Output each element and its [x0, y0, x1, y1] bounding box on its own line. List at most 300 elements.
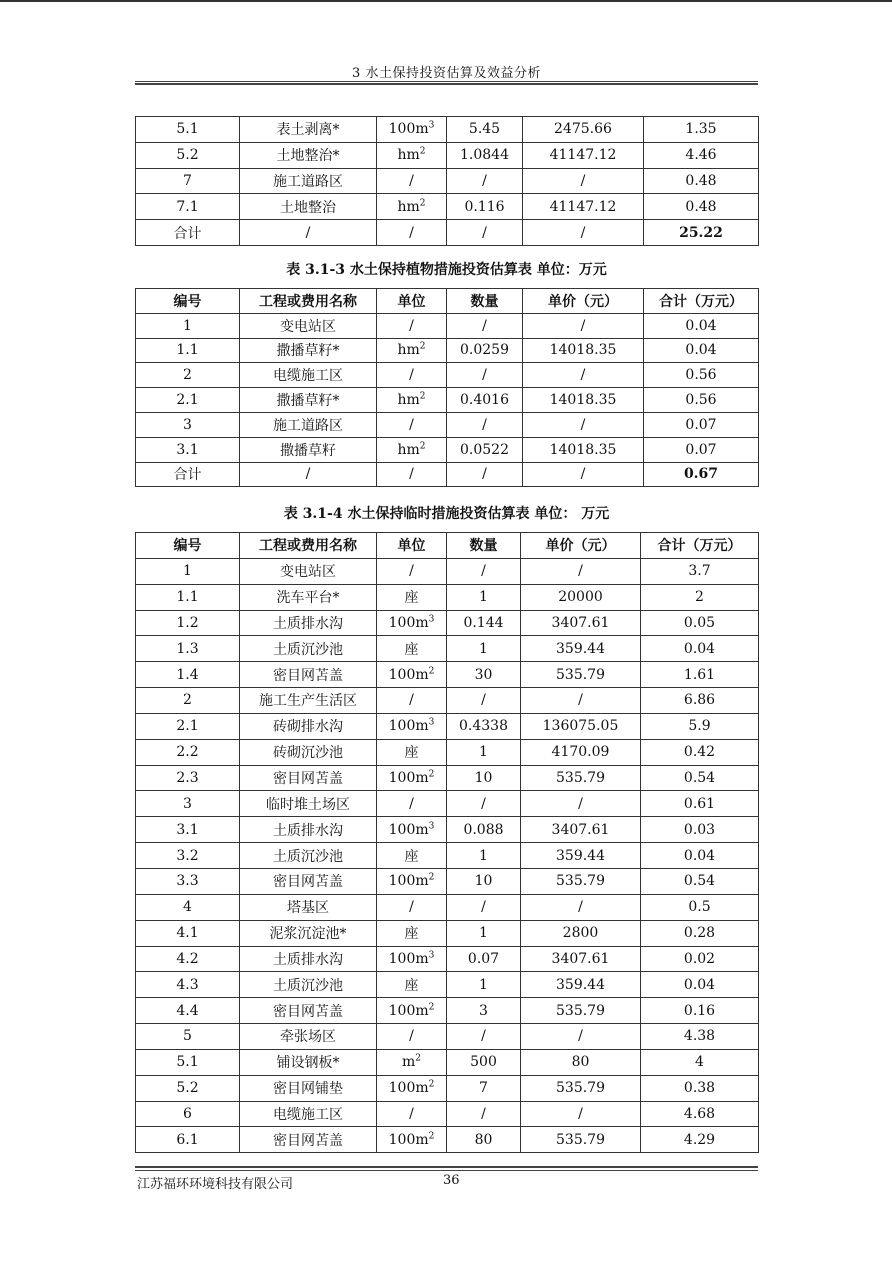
unit-base: m [401, 1054, 416, 1071]
cell-total: 0.38 [641, 1075, 759, 1101]
cell-qty: / [447, 558, 521, 584]
cell-no: 2.1 [136, 713, 240, 739]
cell-price: 2475.66 [523, 117, 644, 143]
table-row [136, 1075, 759, 1101]
sum-total: 0.67 [644, 462, 759, 487]
sum-price: / [523, 462, 644, 487]
sum-qty: / [447, 220, 523, 246]
unit-base: / [409, 563, 414, 580]
cell-qty: / [447, 1101, 521, 1127]
table-plant-measures [135, 288, 759, 487]
header-cell-no: 编号 [136, 289, 240, 314]
table-header-row [136, 533, 759, 559]
cell-unit [377, 194, 447, 220]
cell-name: 密目网铺垫 [240, 1075, 377, 1101]
cell-price: 3407.61 [521, 946, 641, 972]
unit-base: / [409, 692, 414, 709]
unit-base: 100m [388, 666, 429, 683]
cell-name: 变电站区 [240, 313, 377, 338]
table-row [136, 739, 759, 765]
table-row [136, 791, 759, 817]
cell-total: 0.16 [641, 998, 759, 1024]
top-border-line [0, 0, 892, 2]
cell-name: 土质排水沟 [240, 610, 377, 636]
unit-exponent: 2 [419, 341, 426, 352]
cell-no: 2.1 [136, 388, 240, 413]
cell-total: 0.04 [641, 843, 759, 869]
cell-no: 3.1 [136, 817, 240, 843]
cell-total: 0.56 [644, 388, 759, 413]
cell-qty: / [447, 1024, 521, 1050]
cell-unit [377, 972, 447, 998]
table1-body [136, 117, 759, 246]
cell-qty: / [447, 791, 521, 817]
sum-name: / [240, 220, 377, 246]
table-row [136, 817, 759, 843]
cell-no: 5.2 [136, 1075, 240, 1101]
table-row [136, 363, 759, 388]
cell-no: 3.2 [136, 843, 240, 869]
cell-total: 0.04 [641, 636, 759, 662]
unit-base: 座 [404, 641, 419, 658]
unit-base: / [409, 172, 414, 189]
cell-price: 80 [521, 1049, 641, 1075]
cell-price: / [521, 558, 641, 584]
table2-caption: 表 3.1-3 水土保持植物措施投资估算表 单位：万元 [286, 262, 607, 278]
table-row [136, 313, 759, 338]
cell-total: 1.35 [644, 117, 759, 143]
cell-unit [377, 363, 447, 388]
cell-name: 施工道路区 [240, 168, 377, 194]
cell-no: 5.1 [136, 1049, 240, 1075]
unit-base: 100m [388, 614, 429, 631]
cell-qty: 5.45 [447, 117, 523, 143]
cell-qty: 1 [447, 636, 521, 662]
cell-unit [377, 388, 447, 413]
unit-base: / [409, 1105, 414, 1122]
unit-base: 100m [388, 821, 429, 838]
cell-unit [377, 713, 447, 739]
cell-total: 0.48 [644, 194, 759, 220]
cell-total: 0.07 [644, 412, 759, 437]
cell-qty: 0.116 [447, 194, 523, 220]
cell-price: / [523, 313, 644, 338]
header-cell-price: 单价（元） [523, 289, 644, 314]
unit-base: hm [397, 441, 420, 458]
cell-no: 7.1 [136, 194, 240, 220]
cell-unit [377, 142, 447, 168]
cell-name: 变电站区 [240, 558, 377, 584]
cell-price: 535.79 [521, 1127, 641, 1153]
cell-qty: 0.144 [447, 610, 521, 636]
unit-exponent: 2 [419, 391, 426, 402]
cell-no: 6 [136, 1101, 240, 1127]
header-cell-name: 工程或费用名称 [240, 533, 377, 559]
page-header: 3 水土保持投资估算及效益分析 [352, 66, 541, 81]
cell-unit [377, 791, 447, 817]
cell-unit [377, 946, 447, 972]
cell-no: 2 [136, 688, 240, 714]
cell-price: / [521, 688, 641, 714]
sum-total: 25.22 [644, 220, 759, 246]
table-row [136, 998, 759, 1024]
cell-qty: 0.07 [447, 946, 521, 972]
cell-qty: 30 [447, 662, 521, 688]
cell-unit [377, 412, 447, 437]
cell-name: 表土剥离* [240, 117, 377, 143]
cell-total: 0.54 [641, 765, 759, 791]
unit-exponent: 3 [428, 821, 435, 832]
unit-base: / [409, 416, 414, 433]
cell-price: 535.79 [521, 1075, 641, 1101]
cell-no: 1.4 [136, 662, 240, 688]
unit-base: hm [397, 342, 420, 359]
unit-exponent: 3 [428, 717, 435, 728]
table-row [136, 194, 759, 220]
unit-base: hm [397, 198, 420, 215]
cell-total: 0.28 [641, 920, 759, 946]
cell-name: 密目网苫盖 [240, 998, 377, 1024]
unit-exponent: 2 [428, 872, 435, 883]
cell-qty: 500 [447, 1049, 521, 1075]
cell-price: 359.44 [521, 636, 641, 662]
table-row [136, 1127, 759, 1153]
table-row [136, 868, 759, 894]
cell-total: 6.86 [641, 688, 759, 714]
table-row [136, 713, 759, 739]
cell-total: 0.02 [641, 946, 759, 972]
cell-qty: 1 [447, 972, 521, 998]
table-row [136, 558, 759, 584]
cell-no: 6.1 [136, 1127, 240, 1153]
sum-label: 合计 [136, 462, 240, 487]
cell-no: 3.1 [136, 437, 240, 462]
unit-exponent: 2 [419, 198, 426, 209]
cell-unit [377, 739, 447, 765]
cell-price: 41147.12 [523, 194, 644, 220]
cell-price: / [523, 363, 644, 388]
cell-name: 施工生产生活区 [240, 688, 377, 714]
table-engineering-measures-continued [135, 116, 759, 246]
unit-base: / [409, 1028, 414, 1045]
cell-no: 1.1 [136, 584, 240, 610]
cell-no: 2.3 [136, 765, 240, 791]
table-row [136, 688, 759, 714]
cell-name: 施工道路区 [240, 412, 377, 437]
cell-total: 0.61 [641, 791, 759, 817]
table-sum-row [136, 220, 759, 246]
cell-no: 1 [136, 558, 240, 584]
cell-name: 砖砌沉沙池 [240, 739, 377, 765]
cell-price: 41147.12 [523, 142, 644, 168]
cell-total: 3.7 [641, 558, 759, 584]
unit-base: 100m [388, 770, 429, 787]
table-row [136, 437, 759, 462]
cell-unit [377, 688, 447, 714]
cell-price: 3407.61 [521, 817, 641, 843]
unit-exponent: 2 [428, 1079, 435, 1090]
cell-price: 14018.35 [523, 437, 644, 462]
footer-rule [135, 1170, 758, 1171]
unit-exponent: 2 [428, 769, 435, 780]
cell-unit [377, 920, 447, 946]
cell-total: 4 [641, 1049, 759, 1075]
cell-qty: / [447, 688, 521, 714]
unit-base: / [409, 795, 414, 812]
cell-no: 1.3 [136, 636, 240, 662]
cell-total: 0.42 [641, 739, 759, 765]
cell-name: 土质沉沙池 [240, 843, 377, 869]
cell-name: 牵张场区 [240, 1024, 377, 1050]
unit-exponent: 2 [428, 665, 435, 676]
header-cell-no: 编号 [136, 533, 240, 559]
cell-qty: 0.0522 [447, 437, 523, 462]
table-row [136, 584, 759, 610]
cell-unit [377, 117, 447, 143]
unit-base: 座 [404, 745, 419, 762]
cell-price: 535.79 [521, 662, 641, 688]
cell-unit [377, 168, 447, 194]
cell-unit [377, 1075, 447, 1101]
unit-base: hm [397, 147, 420, 164]
unit-base: 100m [388, 950, 429, 967]
cell-name: 土质沉沙池 [240, 972, 377, 998]
cell-name: 撒播草籽* [240, 388, 377, 413]
cell-no: 1 [136, 313, 240, 338]
cell-total: 0.54 [641, 868, 759, 894]
cell-no: 4.3 [136, 972, 240, 998]
table-row [136, 168, 759, 194]
table-row [136, 1049, 759, 1075]
table-row [136, 117, 759, 143]
cell-qty: / [447, 363, 523, 388]
cell-total: 0.5 [641, 894, 759, 920]
cell-total: 0.05 [641, 610, 759, 636]
cell-name: 土地整治* [240, 142, 377, 168]
cell-qty: 0.0259 [447, 338, 523, 363]
cell-no: 4 [136, 894, 240, 920]
cell-name: 铺设钢板* [240, 1049, 377, 1075]
header-cell-total: 合计（万元） [644, 289, 759, 314]
cell-name: 塔基区 [240, 894, 377, 920]
cell-total: 0.04 [641, 972, 759, 998]
table-temporary-measures [135, 532, 759, 1153]
unit-base: 座 [404, 977, 419, 994]
unit-exponent: 2 [428, 1001, 435, 1012]
unit-exponent: 2 [415, 1053, 421, 1064]
page-number: 36 [443, 1173, 460, 1188]
cell-qty: 1 [447, 920, 521, 946]
cell-name: 密目网苫盖 [240, 1127, 377, 1153]
cell-no: 3.3 [136, 868, 240, 894]
cell-price: 535.79 [521, 998, 641, 1024]
cell-price: / [523, 168, 644, 194]
cell-name: 密目网苫盖 [240, 765, 377, 791]
unit-base: 100m [388, 1131, 429, 1148]
unit-base: 座 [404, 848, 419, 865]
cell-no: 4.4 [136, 998, 240, 1024]
footer-rule-thick [135, 1166, 758, 1168]
unit-exponent: 2 [419, 146, 426, 157]
sum-unit: / [377, 462, 447, 487]
cell-price: / [521, 791, 641, 817]
cell-price: 14018.35 [523, 388, 644, 413]
table-row [136, 1101, 759, 1127]
cell-qty: 1.0844 [447, 142, 523, 168]
cell-price: 136075.05 [521, 713, 641, 739]
unit-base: hm [397, 392, 420, 409]
cell-price: 535.79 [521, 765, 641, 791]
cell-total: 0.03 [641, 817, 759, 843]
cell-qty: / [447, 313, 523, 338]
cell-name: 电缆施工区 [240, 1101, 377, 1127]
cell-no: 5.2 [136, 142, 240, 168]
header-cell-total: 合计（万元） [641, 533, 759, 559]
cell-unit [377, 1127, 447, 1153]
cell-unit [377, 1101, 447, 1127]
unit-exponent: 3 [428, 614, 435, 625]
cell-no: 1.2 [136, 610, 240, 636]
cell-qty: 1 [447, 739, 521, 765]
table-row [136, 1024, 759, 1050]
sum-qty: / [447, 462, 523, 487]
cell-total: 4.38 [641, 1024, 759, 1050]
table2-body [136, 313, 759, 487]
table-row [136, 894, 759, 920]
cell-total: 2 [641, 584, 759, 610]
cell-no: 1.1 [136, 338, 240, 363]
cell-unit [377, 998, 447, 1024]
cell-total: 4.46 [644, 142, 759, 168]
sum-price: / [523, 220, 644, 246]
cell-qty: 0.4016 [447, 388, 523, 413]
cell-price: / [521, 894, 641, 920]
cell-unit [377, 894, 447, 920]
unit-base: 100m [388, 1002, 429, 1019]
sum-name: / [240, 462, 377, 487]
cell-price: / [521, 1101, 641, 1127]
cell-total: 5.9 [641, 713, 759, 739]
cell-name: 土质排水沟 [240, 946, 377, 972]
cell-qty: 1 [447, 584, 521, 610]
cell-no: 4.2 [136, 946, 240, 972]
table-row [136, 142, 759, 168]
header-cell-unit: 单位 [377, 533, 447, 559]
cell-qty: 10 [447, 765, 521, 791]
cell-unit [377, 610, 447, 636]
table-row [136, 388, 759, 413]
cell-no: 2.2 [136, 739, 240, 765]
table-header-row [136, 289, 759, 314]
sum-label: 合计 [136, 220, 240, 246]
table-row [136, 765, 759, 791]
cell-unit [377, 868, 447, 894]
table-row [136, 972, 759, 998]
cell-total: 4.29 [641, 1127, 759, 1153]
sum-unit: / [377, 220, 447, 246]
cell-price: 2800 [521, 920, 641, 946]
cell-unit [377, 843, 447, 869]
cell-unit [377, 1024, 447, 1050]
unit-base: 100m [388, 121, 429, 138]
unit-base: 座 [404, 590, 419, 607]
cell-total: 0.48 [644, 168, 759, 194]
cell-qty: 3 [447, 998, 521, 1024]
table-row [136, 843, 759, 869]
cell-price: 4170.09 [521, 739, 641, 765]
cell-no: 7 [136, 168, 240, 194]
cell-no: 5.1 [136, 117, 240, 143]
table-row [136, 920, 759, 946]
cell-name: 砖砌排水沟 [240, 713, 377, 739]
cell-unit [377, 662, 447, 688]
cell-name: 洗车平台* [240, 584, 377, 610]
unit-base: 座 [404, 926, 419, 943]
unit-base: 100m [388, 1080, 429, 1097]
header-rule [135, 81, 758, 82]
header-cell-price: 单价（元） [521, 533, 641, 559]
header-cell-name: 工程或费用名称 [240, 289, 377, 314]
cell-price: 359.44 [521, 843, 641, 869]
table-row [136, 662, 759, 688]
cell-name: 临时堆土场区 [240, 791, 377, 817]
cell-price: / [521, 1024, 641, 1050]
table3-body [136, 558, 759, 1152]
table-sum-row [136, 462, 759, 487]
cell-unit [377, 765, 447, 791]
unit-exponent: 2 [419, 441, 426, 452]
table-row [136, 636, 759, 662]
cell-unit [377, 817, 447, 843]
unit-base: 100m [388, 718, 429, 735]
cell-qty: 80 [447, 1127, 521, 1153]
cell-no: 2 [136, 363, 240, 388]
cell-price: 20000 [521, 584, 641, 610]
cell-unit [377, 437, 447, 462]
cell-unit [377, 584, 447, 610]
cell-total: 0.04 [644, 313, 759, 338]
cell-name: 电缆施工区 [240, 363, 377, 388]
cell-qty: 0.4338 [447, 713, 521, 739]
unit-exponent: 3 [428, 950, 435, 961]
unit-base: / [409, 367, 414, 384]
cell-no: 5 [136, 1024, 240, 1050]
table-row [136, 946, 759, 972]
cell-qty: / [447, 412, 523, 437]
cell-total: 0.04 [644, 338, 759, 363]
header-rule-thick [135, 83, 758, 85]
cell-qty: / [447, 894, 521, 920]
cell-total: 0.07 [644, 437, 759, 462]
cell-name: 撒播草籽 [240, 437, 377, 462]
cell-name: 土地整治 [240, 194, 377, 220]
unit-base: 100m [388, 873, 429, 890]
cell-unit [377, 558, 447, 584]
cell-unit [377, 636, 447, 662]
cell-price: 3407.61 [521, 610, 641, 636]
cell-qty: 0.088 [447, 817, 521, 843]
table-row [136, 412, 759, 437]
cell-name: 土质排水沟 [240, 817, 377, 843]
cell-no: 3 [136, 412, 240, 437]
cell-name: 撒播草籽* [240, 338, 377, 363]
cell-unit [377, 338, 447, 363]
unit-exponent: 2 [428, 1131, 435, 1142]
cell-unit [377, 313, 447, 338]
header-cell-qty: 数量 [447, 533, 521, 559]
footer-company: 江苏福环环境科技有限公司 [137, 1177, 294, 1192]
cell-qty: / [447, 168, 523, 194]
